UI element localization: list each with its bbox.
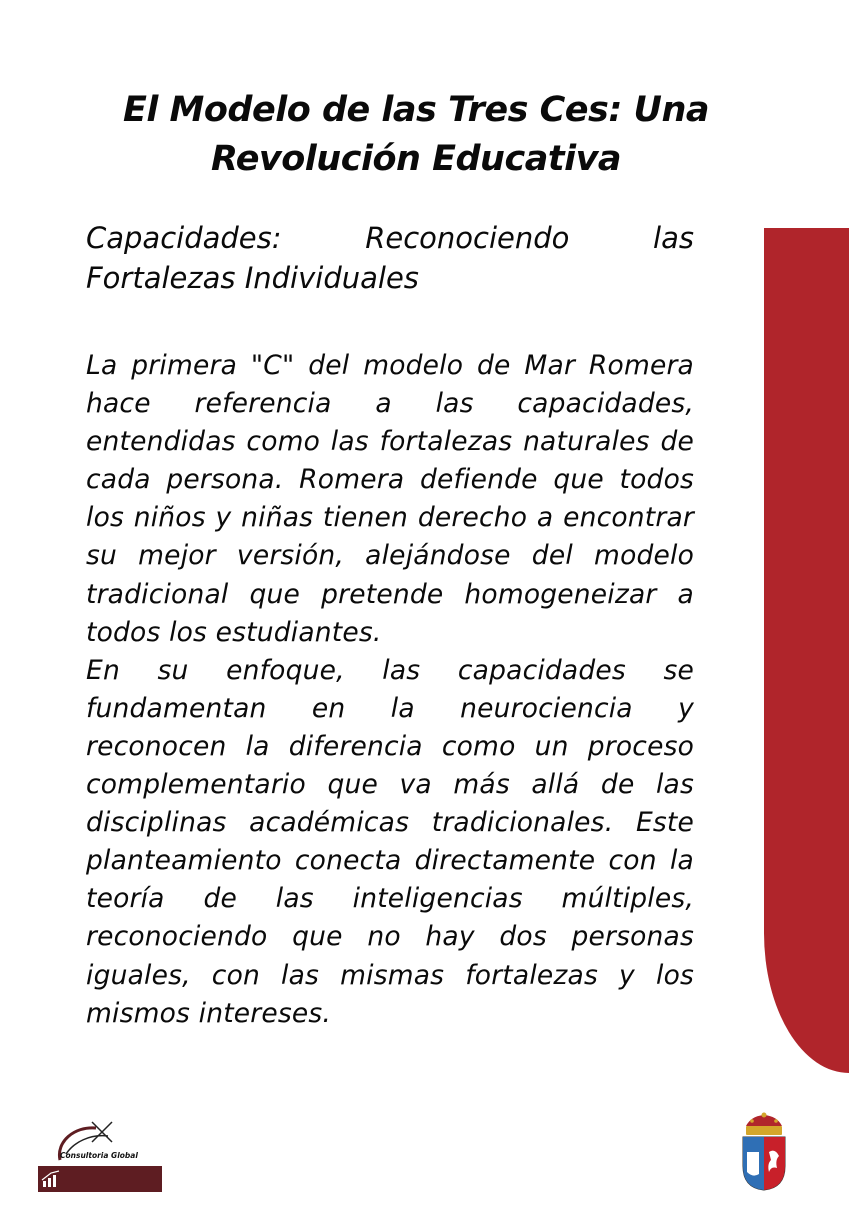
paragraph-2: En su enfoque, las capacidades se fundamentan en la neurociencia y reconocen la diferencia como un proceso complementario que va más allá de las disciplinas académicas tradicionales. Este planteamiento conecta directamente con la teoría de las inteligencias múltiples, reconociendo que no hay dos personas iguales, con las mismas fortalezas y los mismos intereses. xyxy=(86,654,694,1029)
municipal-coat-of-arms xyxy=(737,1112,791,1192)
page-title: El Modelo de las Tres Ces: Una Revolución Educativa xyxy=(122,90,710,179)
logo-tagline: Empresarial · Financiera · Formación xyxy=(66,1215,139,1220)
paragraph-1: La primera "C" del modelo de Mar Romera hace referencia a las capacidades, entendidas como las fortalezas naturales de cada persona. Romera defiende que todos los niños y niñas tienen derecho a encontrar su mejor versión, alejándose del modelo tradicional que pretende homogeneizar a todos los estudiantes. xyxy=(86,350,694,648)
logo-company-name: Consultoria Global xyxy=(60,1151,138,1160)
section-subtitle: Capacidades: Reconociendo las Fortalezas Individuales xyxy=(86,221,694,295)
consultoria-global-emblem-icon xyxy=(52,1120,122,1168)
growth-chart-icon xyxy=(41,1169,63,1189)
consultoria-global-logo xyxy=(38,1120,166,1220)
logo-band xyxy=(38,1166,162,1220)
coat-of-arms-icon xyxy=(737,1112,791,1192)
red-side-band xyxy=(764,228,849,1073)
body-text xyxy=(86,347,694,1033)
